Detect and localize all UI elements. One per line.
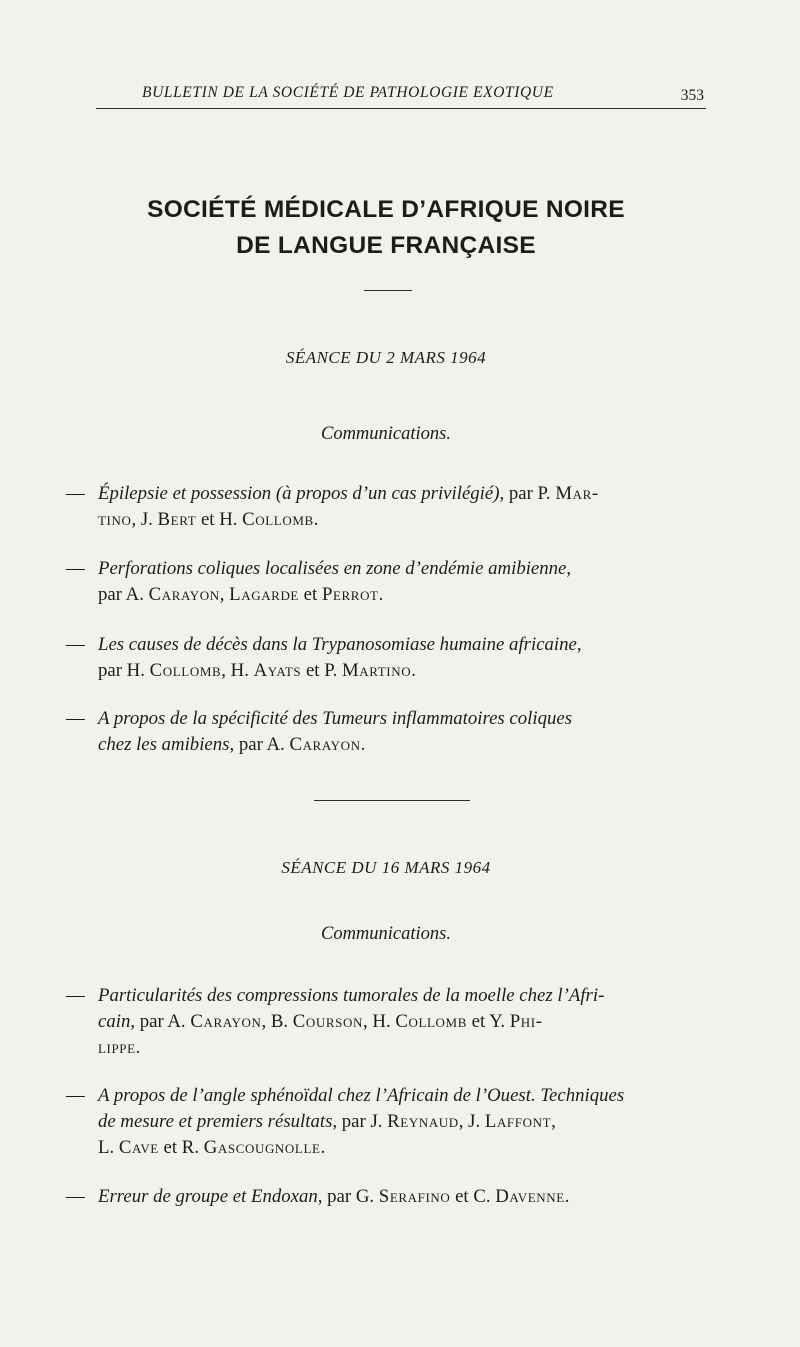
entry-title: A propos de l’angle sphénoïdal chez l’Africain de l’Ouest. Techniques (98, 1085, 625, 1106)
entry-author: Cave (118, 1137, 159, 1158)
communication-entry: — Erreur de groupe et Endoxan, par G. Serafino et C. Davenne. (66, 1184, 709, 1210)
communications-heading-1: Communications. (320, 424, 451, 444)
entry-author: Perrot (321, 584, 379, 605)
entry-author: Lagarde (229, 584, 299, 605)
session-divider (314, 800, 470, 801)
entry-title: A propos de la spécificité des Tumeurs inflammatoires coliques (98, 708, 573, 729)
entry-dash: — (66, 1085, 85, 1106)
entry-author: Courson (292, 1011, 363, 1032)
entry-author: Laffont (484, 1111, 552, 1132)
entry-title: cain (98, 1011, 131, 1032)
entry-title: de mesure et premiers résultats (98, 1111, 333, 1132)
entry-author: Martino (341, 660, 412, 681)
entry-author: Davenne (495, 1186, 565, 1207)
journal-title: BULLETIN DE LA SOCIÉTÉ DE PATHOLOGIE EXOTIQUE (142, 84, 554, 101)
entry-author: Carayon (148, 584, 220, 605)
page-number: 353 (680, 87, 704, 104)
entry-dash: — (66, 708, 85, 729)
entry-title: Erreur de groupe et Endoxan (98, 1186, 318, 1207)
running-header (96, 84, 706, 109)
entry-author: tino (98, 509, 132, 530)
entry-title: Particularités des compressions tumorales de la moelle chez l’Afri- (98, 985, 605, 1006)
entry-title: Épilepsie et possession (à propos d’un cas privilégié) (98, 483, 500, 504)
entry-title: chez les amibiens (98, 734, 230, 755)
session-title-2: SÉANCE DU 16 MARS 1964 (281, 858, 491, 877)
title-divider (364, 290, 412, 291)
communication-entry: — Les causes de décès dans la Trypanosomiase humaine africaine, par H. Collomb, H. Ayats et P. Martino. (66, 634, 582, 681)
entry-author: Carayon (289, 734, 361, 755)
entry-author: Serafino (378, 1186, 451, 1207)
entry-author: Carayon (190, 1011, 262, 1032)
communication-entry: — Perforations coliques localisées en zone d’endémie amibienne, par A. Carayon, Lagarde et Perrot. (66, 558, 572, 605)
entry-author: Collomb (149, 660, 222, 681)
entry-author: Collomb (395, 1011, 467, 1032)
communication-entry: — A propos de la spécificité des Tumeurs inflammatoires coliques chez les amibiens, par A. Carayon. (66, 708, 573, 755)
entry-dash: — (66, 558, 85, 579)
entry-author: lippe (98, 1037, 136, 1058)
session-title-1: SÉANCE DU 2 MARS 1964 (285, 348, 487, 367)
entry-dash: — (66, 634, 85, 655)
entry-author: Phi- (509, 1011, 543, 1032)
entry-author: Reynaud (387, 1111, 459, 1132)
entry-title: Perforations coliques localisées en zone d’endémie amibienne (98, 558, 567, 579)
entry-author: Ayats (253, 660, 302, 681)
entry-author: Gascougnolle (203, 1137, 321, 1158)
entry-dash: — (66, 1186, 85, 1207)
entry-author: Mar- (555, 483, 599, 504)
society-title-line-1: SOCIÉTÉ MÉDICALE D’AFRIQUE NOIRE (147, 196, 625, 223)
entry-author: Collomb (242, 509, 314, 530)
entry-dash: — (66, 483, 85, 504)
communications-heading-2: Communications. (320, 924, 451, 944)
entry-title: Les causes de décès dans la Trypanosomiase humaine africaine (98, 634, 577, 655)
society-title-line-2: DE LANGUE FRANÇAISE (236, 232, 536, 259)
communication-entry: — Particularités des compressions tumorales de la moelle chez l’Afri- cain, par A. Carayon, B. Courson, H. Collomb et Y. Phi- lippe. (66, 985, 605, 1058)
entry-dash: — (66, 985, 85, 1006)
communication-entry: — Épilepsie et possession (à propos d’un cas privilégié), par P. Mar- tino, J. Bert et H. Collomb. (66, 483, 599, 530)
communication-entry: — A propos de l’angle sphénoïdal chez l’Africain de l’Ouest. Techniques de mesure et premiers résultats, par J. Reynaud, J. Laffont, L. Cave et R. Gascougnolle. (66, 1085, 625, 1158)
entry-author: Bert (157, 509, 197, 530)
